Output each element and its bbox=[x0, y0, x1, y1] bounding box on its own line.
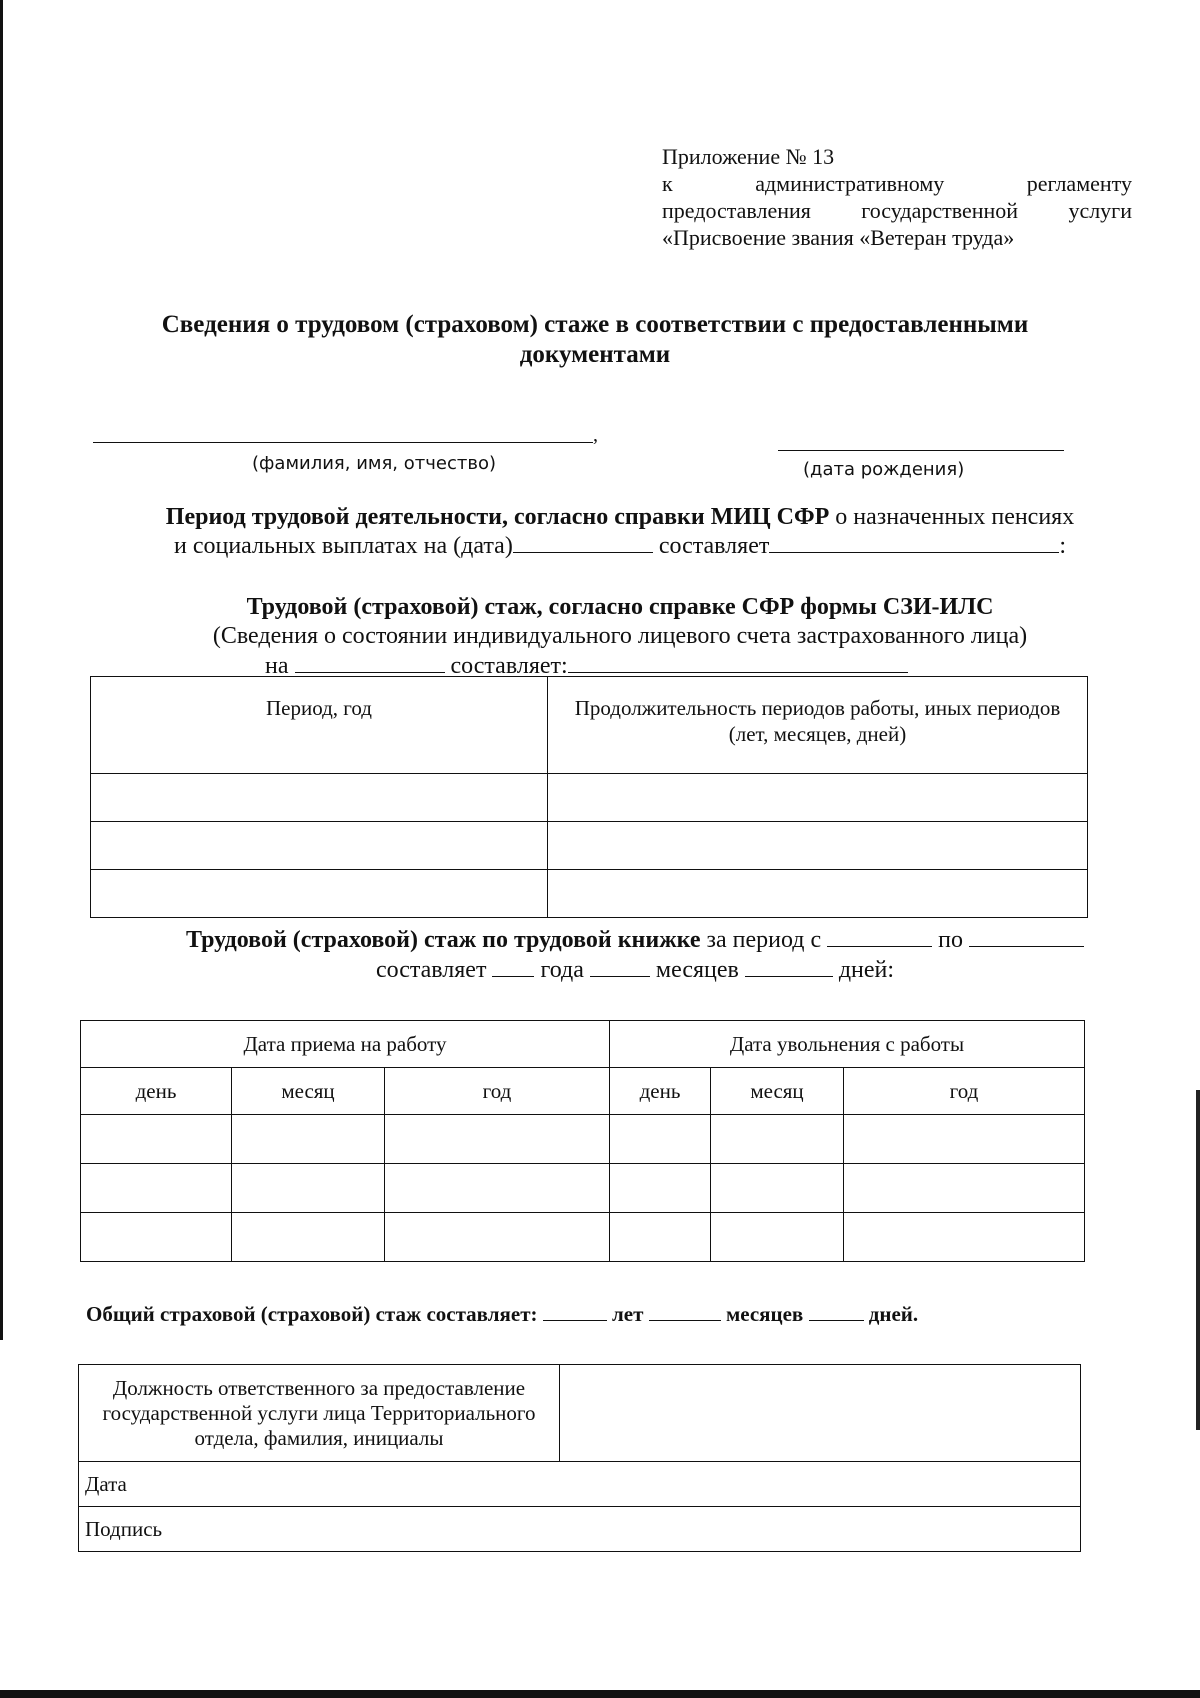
hire-day-cell[interactable] bbox=[81, 1213, 232, 1262]
duration-header: Продолжительность периодов работы, иных периодов (лет, месяцев, дней) bbox=[548, 677, 1088, 774]
hire-day-cell[interactable] bbox=[81, 1164, 232, 1213]
hire-date-header: Дата приема на работу bbox=[81, 1021, 610, 1068]
scan-edge-left bbox=[0, 0, 3, 1340]
hire-day-header: день bbox=[81, 1068, 232, 1115]
workbook-days-field[interactable] bbox=[745, 956, 833, 977]
ils-total-field[interactable] bbox=[568, 652, 908, 673]
responsible-person-field[interactable] bbox=[560, 1365, 1081, 1462]
appendix-line-2: к административному регламенту bbox=[662, 171, 1132, 196]
hire-month-cell[interactable] bbox=[232, 1164, 385, 1213]
dismissal-month-cell[interactable] bbox=[711, 1213, 844, 1262]
document-title: Сведения о трудовом (страховом) стаже в соответствии с предоставленными документами bbox=[161, 311, 1029, 368]
table-row bbox=[81, 1164, 1085, 1213]
table-row bbox=[81, 1115, 1085, 1164]
period-total-field[interactable] bbox=[769, 532, 1059, 553]
name-comma: , bbox=[593, 424, 598, 446]
hire-year-cell[interactable] bbox=[385, 1115, 610, 1164]
dismissal-date-header: Дата увольнения с работы bbox=[610, 1021, 1085, 1068]
workbook-from-field[interactable] bbox=[827, 926, 932, 947]
full-name-caption: (фамилия, имя, отчество) bbox=[252, 453, 496, 474]
period-date-field[interactable] bbox=[513, 532, 653, 553]
responsible-signature-table bbox=[78, 1364, 1081, 1552]
hire-year-header: год bbox=[385, 1068, 610, 1115]
full-name-field[interactable] bbox=[93, 442, 593, 443]
workbook-months-field[interactable] bbox=[590, 956, 650, 977]
period-cell[interactable] bbox=[91, 774, 548, 822]
appendix-header bbox=[662, 143, 1132, 251]
dismissal-month-header: месяц bbox=[711, 1068, 844, 1115]
period-year-header: Период, год bbox=[91, 677, 548, 774]
total-years-field[interactable] bbox=[543, 1302, 607, 1321]
hire-month-cell[interactable] bbox=[232, 1213, 385, 1262]
period-cell[interactable] bbox=[91, 822, 548, 870]
ils-date-field[interactable] bbox=[295, 652, 445, 673]
hire-day-cell[interactable] bbox=[81, 1115, 232, 1164]
dismissal-year-header: год bbox=[844, 1068, 1085, 1115]
responsible-person-label: Должность ответственного за предоставление государственной услуги лица Территориального отдела, фамилия, инициалы bbox=[79, 1365, 560, 1462]
dismissal-year-cell[interactable] bbox=[844, 1115, 1085, 1164]
hire-month-header: месяц bbox=[232, 1068, 385, 1115]
dismissal-day-cell[interactable] bbox=[610, 1115, 711, 1164]
period-cell[interactable] bbox=[91, 870, 548, 918]
duration-cell[interactable] bbox=[548, 822, 1088, 870]
hire-year-cell[interactable] bbox=[385, 1164, 610, 1213]
total-insurance-period: Общий страховой (страховой) стаж составляет: лет месяцев дней. bbox=[86, 1302, 919, 1326]
total-days-field[interactable] bbox=[809, 1302, 864, 1321]
signature-row[interactable]: Подпись bbox=[79, 1507, 1081, 1552]
table-row bbox=[91, 774, 1088, 822]
work-period-paragraph: Период трудовой деятельности, согласно справки МИЦ СФР о назначенных пенсиях и социальных выплатах на (дата) составляет : bbox=[165, 504, 1075, 559]
ils-periods-table bbox=[90, 676, 1088, 918]
ils-section-subtitle: (Сведения о состоянии индивидуального лицевого счета застрахованного лица) bbox=[212, 623, 1028, 649]
workbook-section-header: Трудовой (страховой) стаж по трудовой книжке за период с по составляет года месяцев дней: bbox=[60, 925, 1200, 985]
dismissal-day-cell[interactable] bbox=[610, 1213, 711, 1262]
scan-edge-bottom bbox=[0, 1690, 1200, 1698]
scan-edge-right bbox=[1196, 1090, 1200, 1430]
birth-date-field[interactable] bbox=[778, 450, 1064, 451]
hire-year-cell[interactable] bbox=[385, 1213, 610, 1262]
dismissal-month-cell[interactable] bbox=[711, 1115, 844, 1164]
appendix-line-3: предоставления государственной услуги bbox=[662, 198, 1132, 223]
duration-cell[interactable] bbox=[548, 774, 1088, 822]
ils-section-header bbox=[60, 593, 1180, 651]
workbook-years-field[interactable] bbox=[492, 956, 534, 977]
birth-date-caption: (дата рождения) bbox=[803, 459, 965, 480]
table-row bbox=[91, 870, 1088, 918]
dismissal-day-cell[interactable] bbox=[610, 1164, 711, 1213]
dismissal-month-cell[interactable] bbox=[711, 1164, 844, 1213]
dismissal-year-cell[interactable] bbox=[844, 1213, 1085, 1262]
appendix-number: Приложение № 13 bbox=[662, 144, 835, 169]
dismissal-day-header: день bbox=[610, 1068, 711, 1115]
workbook-to-field[interactable] bbox=[969, 926, 1084, 947]
duration-cell[interactable] bbox=[548, 870, 1088, 918]
table-row bbox=[81, 1213, 1085, 1262]
dismissal-year-cell[interactable] bbox=[844, 1164, 1085, 1213]
total-months-field[interactable] bbox=[649, 1302, 721, 1321]
table-row bbox=[91, 822, 1088, 870]
date-row[interactable]: Дата bbox=[79, 1462, 1081, 1507]
ils-date-line: на составляет: bbox=[265, 652, 908, 680]
appendix-line-4: «Присвоение звания «Ветеран труда» bbox=[662, 225, 1015, 250]
ils-section-title: Трудовой (страховой) стаж, согласно справке СФР формы СЗИ-ИЛС bbox=[246, 594, 994, 620]
hire-month-cell[interactable] bbox=[232, 1115, 385, 1164]
employment-dates-table bbox=[80, 1020, 1085, 1262]
